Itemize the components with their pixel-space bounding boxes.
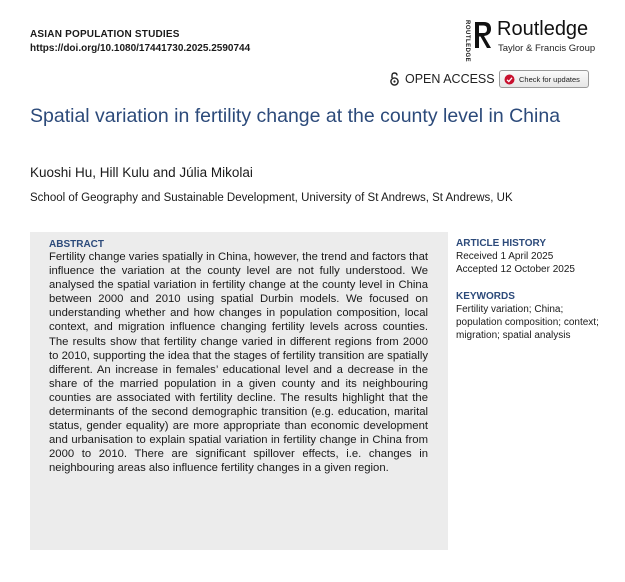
article-authors: Kuoshi Hu, Hill Kulu and Júlia Mikolai: [30, 165, 253, 180]
publisher-subtitle: Taylor & Francis Group: [498, 43, 596, 54]
doi-link[interactable]: https://doi.org/10.1080/17441730.2025.2590744: [30, 43, 251, 54]
routledge-r-icon: [473, 20, 493, 50]
publisher-logo: [460, 14, 600, 63]
article-history: [456, 238, 606, 276]
article-title: Spatial variation in fertility change at the county level in China: [30, 105, 561, 127]
keywords-list: Fertility variation; China; population composition; context; migration; spatial analysis: [456, 304, 599, 341]
check-updates-label: Check for updates: [519, 74, 580, 84]
keywords-heading: KEYWORDS: [456, 291, 515, 302]
abstract-text: Fertility change varies spatially in China, however, the trend and factors that influence the variation at the county level are not fully understood. We analysed the spatial variation in fertility change at the county level in China between 2000 and 2010 using spatial Durbin models. We focused on understanding whether and how changes in population composition, local context, and migration influence changing fertility levels across counties. The results show that fertility change varied in different regions from 2000 to 2010, supporting the idea that the stages of fertility transition are spatially different. An increase in females’ educational level and a decrease in the share of the married population in a given county and its neighbouring counties are associated with fertility decline. The results highlight that the determinants of the second demographic transition (e.g. education, marital status, gender equality) are more appropriate than economic development and urbanisation to explain spatial variation in fertility change in China from 2000 to 2010. There are significant spillover effects, i.e. changes in neighbouring areas also influence fertility changes in a given region.: [49, 251, 428, 475]
keywords-section: [456, 291, 606, 342]
open-access-label: OPEN ACCESS: [405, 72, 495, 86]
open-access-badge: [389, 72, 495, 86]
article-history-heading: ARTICLE HISTORY: [456, 238, 547, 249]
accepted-date: Accepted 12 October 2025: [456, 264, 575, 275]
abstract-box: [30, 232, 448, 550]
check-for-updates-button[interactable]: [499, 70, 589, 88]
abstract-heading: ABSTRACT: [49, 239, 104, 250]
open-lock-icon: [389, 72, 400, 86]
check-updates-icon: [504, 74, 515, 85]
publisher-vertical-label: ROUTLEDGE: [464, 20, 470, 63]
journal-name: ASIAN POPULATION STUDIES: [30, 29, 180, 40]
received-date: Received 1 April 2025: [456, 251, 554, 262]
publisher-name: Routledge: [497, 18, 589, 40]
author-affiliation: School of Geography and Sustainable Development, University of St Andrews, St Andrews, UK: [30, 192, 513, 204]
